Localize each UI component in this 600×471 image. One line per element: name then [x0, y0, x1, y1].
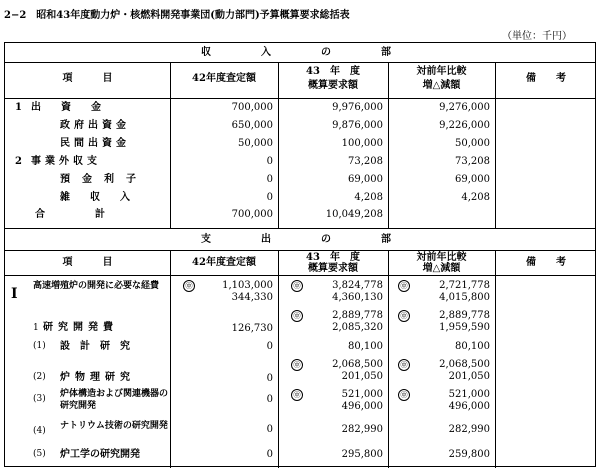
- prev-value: 0: [266, 156, 273, 167]
- cmp-value: 2,068,500: [439, 359, 490, 370]
- row-label: 設計研究: [60, 341, 140, 352]
- header-req-l1: 43 年 度: [306, 252, 360, 263]
- central-mark-icon: ㊥: [398, 359, 410, 371]
- cmp-value: 73,208: [455, 156, 490, 167]
- row-label: 民間出資金: [60, 138, 130, 149]
- header-prev: 42年度査定額: [192, 73, 256, 84]
- req-value: 100,000: [341, 138, 383, 149]
- req-value: 496,000: [341, 401, 383, 412]
- header-req-l2: 概算要求額: [308, 80, 358, 91]
- row-number: 1: [15, 102, 22, 113]
- prev-value: 700,000: [231, 209, 273, 220]
- row-number: (1): [33, 341, 46, 351]
- row-label: 炉物理研究: [60, 372, 135, 383]
- row-number: (5): [33, 449, 46, 459]
- req-value: 2,889,778: [332, 310, 383, 321]
- prev-value: 50,000: [238, 138, 273, 149]
- cmp-value: 50,000: [455, 138, 490, 149]
- cmp-value: 201,050: [448, 371, 490, 382]
- row-number: (3): [33, 394, 46, 404]
- cmp-value: 521,000: [448, 389, 490, 400]
- rule: [5, 228, 595, 229]
- rule: [5, 250, 595, 251]
- req-value: 80,100: [348, 341, 383, 352]
- req-value: 201,050: [341, 371, 383, 382]
- rule: [5, 62, 595, 63]
- row-label: 雑 収 入: [60, 192, 130, 203]
- document-title: 2−2 昭和43年度動力炉・核燃料開発事業団(動力部門)予算概算要求総括表: [4, 10, 350, 21]
- central-mark-icon: ㊥: [291, 280, 303, 292]
- prev-value: 0: [266, 174, 273, 185]
- rule: [495, 250, 496, 468]
- req-value: 3,824,778: [332, 280, 383, 291]
- row-label: 炉体構造および関連機器の研究開発: [60, 389, 169, 411]
- row-label: 預金利子: [60, 174, 148, 185]
- header-note: 備 考: [526, 73, 566, 84]
- central-mark-icon: ㊥: [398, 280, 410, 292]
- cmp-value: 80,100: [455, 341, 490, 352]
- rule: [495, 62, 496, 228]
- req-value: 2,085,320: [332, 322, 383, 333]
- row-number: 2: [15, 156, 22, 167]
- req-value: 521,000: [341, 389, 383, 400]
- prev-value: 700,000: [231, 102, 273, 113]
- budget-table: [4, 42, 596, 467]
- roman-numeral: I: [11, 286, 18, 302]
- central-mark-icon: ㊥: [291, 389, 303, 401]
- prev-value: 650,000: [231, 120, 273, 131]
- row-label: ナトリウム技術の研究開発: [60, 421, 168, 431]
- row-label: 政府出資金: [60, 120, 130, 131]
- req-value: 73,208: [348, 156, 383, 167]
- cmp-value: 9,276,000: [439, 102, 490, 113]
- header-item: 項 目: [62, 73, 113, 84]
- prev-value: 344,330: [231, 292, 273, 303]
- req-value: 282,990: [341, 424, 383, 435]
- req-value: 295,800: [341, 449, 383, 460]
- row-label: 事業外収支: [31, 156, 101, 167]
- central-mark-icon: ㊥: [398, 389, 410, 401]
- cmp-value: 69,000: [455, 174, 490, 185]
- central-mark-icon: ㊥: [291, 359, 303, 371]
- prev-value: 0: [266, 373, 273, 384]
- req-value: 10,049,208: [325, 209, 383, 220]
- header-req-l1: 43 年 度: [306, 66, 360, 77]
- cmp-value: 1,959,590: [439, 322, 490, 333]
- row-number: (2): [33, 372, 46, 382]
- central-mark-icon: ㊥: [183, 280, 195, 292]
- row-label: 炉工学の研究開発: [60, 449, 140, 460]
- unit-note: （単位：千円）: [502, 31, 572, 42]
- rule: [5, 98, 595, 99]
- expense-section-label: 支 出 の 部: [201, 234, 401, 245]
- req-value: 2,068,500: [332, 359, 383, 370]
- header-cmp-l2: 増△減額: [422, 80, 461, 91]
- cmp-value: 4,015,800: [439, 292, 490, 303]
- header-item: 項 目: [62, 257, 113, 268]
- prev-value: 0: [266, 192, 273, 203]
- row-number: (4): [33, 426, 46, 436]
- req-value: 9,976,000: [332, 102, 383, 113]
- cmp-value: 4,208: [461, 192, 490, 203]
- req-value: 4,208: [354, 192, 383, 203]
- cmp-value: 2,721,778: [439, 280, 490, 291]
- rule: [5, 275, 595, 276]
- header-prev: 42年度査定額: [192, 257, 256, 268]
- row-label: 出 資 金: [31, 102, 101, 113]
- central-mark-icon: ㊥: [291, 310, 303, 322]
- row-number: 1: [33, 323, 39, 333]
- header-req-l2: 概算要求額: [308, 263, 358, 274]
- prev-value: 0: [266, 341, 273, 352]
- cmp-value: 282,990: [448, 424, 490, 435]
- req-value: 9,876,000: [332, 120, 383, 131]
- central-mark-icon: ㊥: [398, 310, 410, 322]
- prev-value: 0: [266, 424, 273, 435]
- prev-value: 126,730: [231, 323, 273, 334]
- cmp-value: 259,800: [448, 449, 490, 460]
- prev-value: 1,103,000: [222, 280, 273, 291]
- prev-value: 0: [266, 394, 273, 405]
- req-value: 4,360,130: [332, 292, 383, 303]
- cmp-value: 2,889,778: [439, 310, 490, 321]
- cmp-value: 9,226,000: [439, 120, 490, 131]
- header-cmp-l1: 対前年比較: [416, 252, 467, 263]
- row-label: 高速増殖炉の開発に必要な経費: [33, 281, 160, 291]
- header-cmp-l1: 対前年比較: [416, 66, 467, 77]
- row-label: 研究開発費: [43, 322, 118, 333]
- row-label: 合 計: [35, 209, 105, 220]
- header-cmp-l2: 増△減額: [422, 263, 461, 274]
- prev-value: 0: [266, 449, 273, 460]
- req-value: 69,000: [348, 174, 383, 185]
- header-note: 備 考: [526, 257, 566, 268]
- income-section-label: 収 入 の 部: [201, 47, 401, 58]
- cmp-value: 496,000: [448, 401, 490, 412]
